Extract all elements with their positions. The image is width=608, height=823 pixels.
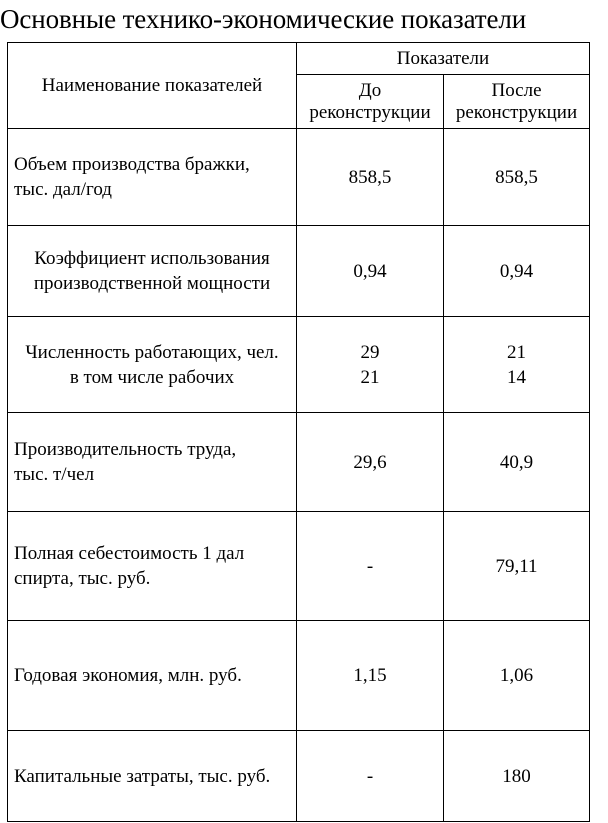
indicator-name-line: в том числе рабочих	[69, 366, 235, 388]
after-value: 180	[502, 765, 531, 787]
table-row	[8, 512, 590, 621]
before-value: 1,15	[353, 665, 387, 686]
after-value-cell	[444, 413, 590, 512]
indicator-name-line: Объем производства бражки,	[14, 154, 250, 175]
after-value-cell	[444, 512, 590, 621]
after-value-cell	[444, 129, 590, 226]
before-value-cell	[297, 413, 444, 512]
after-value: 79,11	[495, 555, 538, 577]
after-value: 1,06	[499, 665, 534, 686]
after-value: 0,94	[499, 260, 534, 282]
after-value-cell	[444, 317, 590, 413]
indicator-name-line: производственной мощности	[33, 273, 271, 294]
before-value-cell	[297, 731, 444, 822]
header-before-cell	[297, 75, 444, 129]
before-value-cell	[297, 129, 444, 226]
header-name-cell	[8, 43, 297, 129]
before-value: 21	[360, 366, 380, 388]
header-row	[8, 43, 590, 75]
header-before-label: До реконструкции	[309, 79, 431, 123]
header-after-label: После реконструкции	[455, 79, 578, 123]
table-row	[8, 731, 590, 822]
indicator-name-line: спирта, тыс. руб.	[14, 568, 151, 589]
after-value: 858,5	[495, 166, 538, 188]
before-value-cell	[297, 317, 444, 413]
indicator-name-cell	[8, 621, 297, 731]
before-value-cell	[297, 621, 444, 731]
indicator-name-cell	[8, 317, 297, 413]
table-row	[8, 317, 590, 413]
before-value-cell	[297, 226, 444, 317]
after-value-cell	[444, 226, 590, 317]
header-name-label: Наименование показателей	[41, 75, 263, 96]
indicators-table	[7, 42, 590, 822]
indicator-name-line: Коэффициент использования	[34, 248, 270, 269]
indicator-name-line: Капитальные затраты, тыс. руб.	[14, 765, 271, 787]
header-after-cell	[444, 75, 590, 129]
indicator-name-cell	[8, 226, 297, 317]
before-value: 29,6	[353, 451, 387, 473]
table-row	[8, 226, 590, 317]
after-value: 14	[507, 366, 526, 388]
after-value: 40,9	[499, 451, 534, 473]
indicator-name-line: тыс. т/чел	[14, 464, 95, 485]
header-group-cell	[297, 43, 590, 75]
page-title: Основные технико-экономические показатели	[0, 4, 527, 34]
indicator-name-line: тыс. дал/год	[14, 179, 112, 200]
after-value: 21	[507, 341, 526, 363]
indicator-name-cell	[8, 512, 297, 621]
before-value: -	[366, 765, 374, 787]
before-value: 29	[360, 341, 380, 363]
table-row	[8, 129, 590, 226]
after-value-cell	[444, 621, 590, 731]
before-value: 858,5	[348, 166, 392, 188]
indicator-name-line: Численность работающих, чел.	[25, 341, 279, 363]
indicator-name-cell	[8, 731, 297, 822]
indicator-name-cell	[8, 413, 297, 512]
table-row	[8, 413, 590, 512]
table-row	[8, 621, 590, 731]
indicator-name-line: Производительность труда,	[14, 439, 237, 460]
before-value: -	[366, 555, 374, 577]
indicator-name-line: Полная себестоимость 1 дал	[14, 543, 245, 564]
indicator-name-cell	[8, 129, 297, 226]
before-value-cell	[297, 512, 444, 621]
after-value-cell	[444, 731, 590, 822]
before-value: 0,94	[353, 260, 387, 282]
indicator-name-line: Годовая экономия, млн. руб.	[14, 665, 242, 686]
header-group-label: Показатели	[396, 48, 490, 69]
